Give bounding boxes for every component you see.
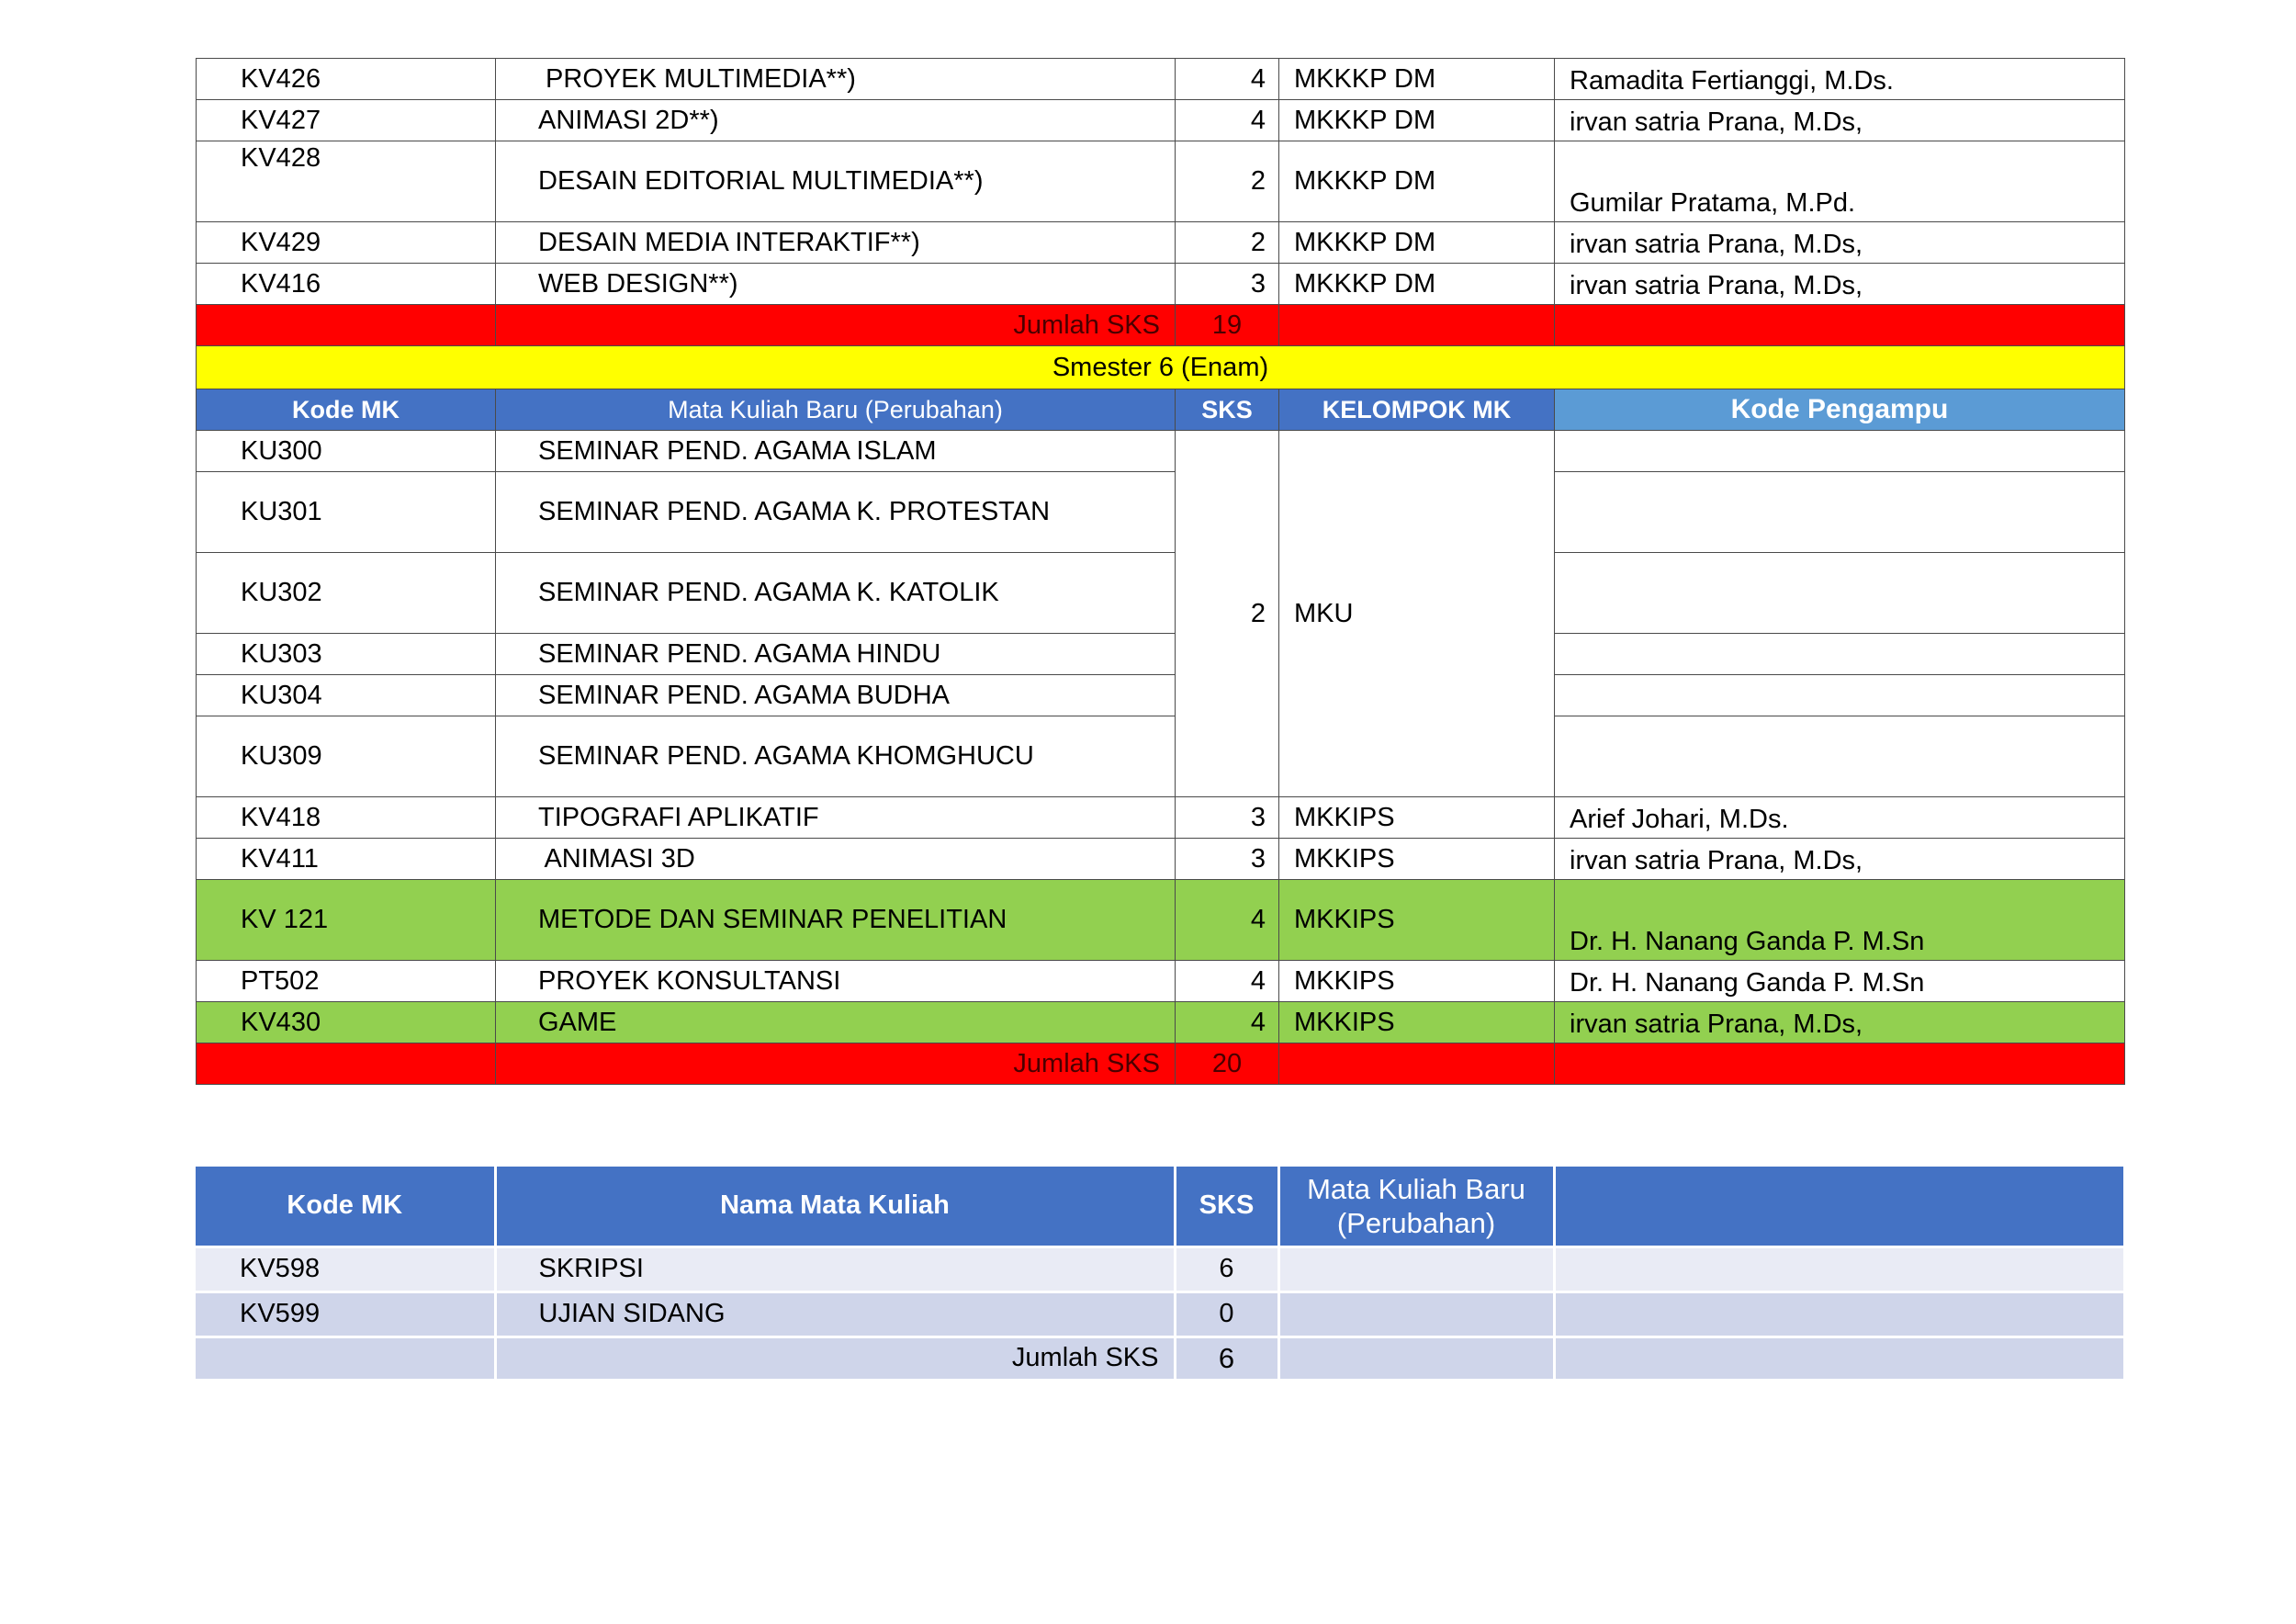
empty-cell: [1554, 1246, 2124, 1291]
course-row: [197, 839, 2125, 880]
course-row: [197, 880, 2125, 961]
course-name: WEB DESIGN**): [496, 264, 1176, 305]
course-sks: 3: [1176, 264, 1279, 305]
course-sks: 4: [1176, 59, 1279, 100]
course-lecturer: Arief Johari, M.Ds.: [1555, 797, 2125, 839]
table-header-row: [197, 389, 2125, 431]
course-group: MKKIPS: [1279, 797, 1555, 839]
course-code: KV 121: [197, 880, 496, 961]
course-group: MKKKP DM: [1279, 59, 1555, 100]
course-sks: 2: [1176, 141, 1279, 222]
course-row: [197, 1002, 2125, 1043]
course-group: MKKKP DM: [1279, 141, 1555, 222]
empty-cell: [1555, 675, 2125, 716]
total-value: 20: [1176, 1043, 1279, 1085]
course-code: KV416: [197, 264, 496, 305]
course-row: [197, 675, 2125, 716]
course-name: SEMINAR PEND. AGAMA K. KATOLIK: [496, 553, 1176, 634]
course-code: KV429: [197, 222, 496, 264]
course-group: MKKIPS: [1279, 880, 1555, 961]
course-row: [197, 264, 2125, 305]
course-lecturer: irvan satria Prana, M.Ds,: [1555, 1002, 2125, 1043]
total-row: [197, 305, 2125, 346]
course-code: KV430: [197, 1002, 496, 1043]
course-code: KV426: [197, 59, 496, 100]
course-row: [197, 797, 2125, 839]
course-sks: 3: [1176, 797, 1279, 839]
course-row: [197, 634, 2125, 675]
course-row: [197, 100, 2125, 141]
empty-cell: [1555, 634, 2125, 675]
empty-cell: [197, 305, 496, 346]
total-value: 19: [1176, 305, 1279, 346]
course-name: DESAIN EDITORIAL MULTIMEDIA**): [496, 141, 1176, 222]
empty-cell: [1279, 305, 1555, 346]
course-code: KV411: [197, 839, 496, 880]
course-lecturer: irvan satria Prana, M.Ds,: [1555, 222, 2125, 264]
course-lecturer: irvan satria Prana, M.Ds,: [1555, 264, 2125, 305]
total-label: Jumlah SKS: [496, 1043, 1176, 1085]
course-group: MKKKP DM: [1279, 264, 1555, 305]
course-lecturer: Ramadita Fertianggi, M.Ds.: [1555, 59, 2125, 100]
table-header-row: [196, 1167, 2124, 1246]
course-row: [197, 472, 2125, 553]
course-code: KV418: [197, 797, 496, 839]
total-row: [197, 1043, 2125, 1085]
header-code: Kode MK: [196, 1167, 495, 1246]
course-name: DESAIN MEDIA INTERAKTIF**): [496, 222, 1176, 264]
course-sks: 4: [1176, 100, 1279, 141]
header-group: KELOMPOK MK: [1279, 389, 1555, 431]
course-code: KV427: [197, 100, 496, 141]
course-sks: 4: [1176, 880, 1279, 961]
course-sks: 3: [1176, 839, 1279, 880]
empty-cell: [1554, 1291, 2124, 1336]
course-name: SEMINAR PEND. AGAMA K. PROTESTAN: [496, 472, 1176, 553]
course-code: KU309: [197, 716, 496, 797]
course-code: KV428: [197, 141, 496, 222]
course-name: SEMINAR PEND. AGAMA KHOMGHUCU: [496, 716, 1176, 797]
course-row: [197, 141, 2125, 222]
empty-cell: [1278, 1291, 1554, 1336]
header-new-course: [1278, 1167, 1554, 1246]
course-group: MKKKP DM: [1279, 222, 1555, 264]
header-code: Kode MK: [197, 389, 496, 431]
empty-cell: [1555, 472, 2125, 553]
course-name: SEMINAR PEND. AGAMA HINDU: [496, 634, 1176, 675]
course-group: MKKIPS: [1279, 961, 1555, 1002]
course-row: [197, 961, 2125, 1002]
header-lecturer: Kode Pengampu: [1555, 389, 2125, 431]
course-sks: 4: [1176, 961, 1279, 1002]
course-group: MKKIPS: [1279, 839, 1555, 880]
course-lecturer: irvan satria Prana, M.Ds,: [1555, 839, 2125, 880]
header-sks: SKS: [1176, 389, 1279, 431]
course-row: [197, 716, 2125, 797]
course-lecturer: irvan satria Prana, M.Ds,: [1555, 100, 2125, 141]
course-code: KU303: [197, 634, 496, 675]
empty-cell: [1555, 553, 2125, 634]
header-name: Nama Mata Kuliah: [495, 1167, 1175, 1246]
course-row: [197, 59, 2125, 100]
empty-cell: [1555, 431, 2125, 472]
empty-cell: [197, 1043, 496, 1085]
semester-title: Smester 6 (Enam): [197, 346, 2125, 389]
course-name: UJIAN SIDANG: [495, 1291, 1175, 1336]
semester-row: [197, 346, 2125, 389]
mku-group: MKU: [1279, 431, 1555, 797]
course-code: PT502: [197, 961, 496, 1002]
course-row: [196, 1246, 2124, 1291]
total-label: Jumlah SKS: [496, 305, 1176, 346]
total-label: Jumlah SKS: [495, 1336, 1175, 1380]
course-sks: 4: [1176, 1002, 1279, 1043]
course-lecturer: Gumilar Pratama, M.Pd.: [1555, 141, 2125, 222]
header-name: Mata Kuliah Baru (Perubahan): [496, 389, 1176, 431]
course-name: GAME: [496, 1002, 1176, 1043]
course-name: SEMINAR PEND. AGAMA ISLAM: [496, 431, 1176, 472]
course-row: [197, 431, 2125, 472]
header-sks: SKS: [1175, 1167, 1278, 1246]
course-code: KU301: [197, 472, 496, 553]
empty-cell: [196, 1336, 495, 1380]
course-code: KU302: [197, 553, 496, 634]
empty-cell: [1279, 1043, 1555, 1085]
course-name: SEMINAR PEND. AGAMA BUDHA: [496, 675, 1176, 716]
empty-header: [1554, 1167, 2124, 1246]
course-lecturer: Dr. H. Nanang Ganda P. M.Sn: [1555, 961, 2125, 1002]
course-row: [197, 553, 2125, 634]
course-name: PROYEK MULTIMEDIA**): [496, 59, 1176, 100]
course-row: [196, 1291, 2124, 1336]
header-new-course-line1: Mata Kuliah Baru: [1307, 1172, 1525, 1205]
course-row: [197, 222, 2125, 264]
course-group: MKKIPS: [1279, 1002, 1555, 1043]
mku-sks: 2: [1176, 431, 1279, 797]
empty-cell: [1555, 305, 2125, 346]
empty-cell: [1555, 1043, 2125, 1085]
course-name: ANIMASI 2D**): [496, 100, 1176, 141]
course-sks: 6: [1175, 1246, 1278, 1291]
course-lecturer: Dr. H. Nanang Ganda P. M.Sn: [1555, 880, 2125, 961]
final-courses-table: [196, 1167, 2126, 1382]
total-value: 6: [1175, 1336, 1278, 1380]
course-name: METODE DAN SEMINAR PENELITIAN: [496, 880, 1176, 961]
course-name: TIPOGRAFI APLIKATIF: [496, 797, 1176, 839]
total-row: [196, 1336, 2124, 1380]
course-code: KV599: [196, 1291, 495, 1336]
empty-cell: [1555, 716, 2125, 797]
empty-cell: [1278, 1336, 1554, 1380]
empty-cell: [1278, 1246, 1554, 1291]
course-name: SKRIPSI: [495, 1246, 1175, 1291]
course-code: KU300: [197, 431, 496, 472]
header-new-course-line2: (Perubahan): [1336, 1206, 1496, 1239]
course-group: MKKKP DM: [1279, 100, 1555, 141]
course-code: KU304: [197, 675, 496, 716]
course-name: PROYEK KONSULTANSI: [496, 961, 1176, 1002]
course-sks: 2: [1176, 222, 1279, 264]
empty-cell: [1554, 1336, 2124, 1380]
course-name: ANIMASI 3D: [496, 839, 1176, 880]
curriculum-table: [196, 58, 2125, 1085]
course-sks: 0: [1175, 1291, 1278, 1336]
course-code: KV598: [196, 1246, 495, 1291]
